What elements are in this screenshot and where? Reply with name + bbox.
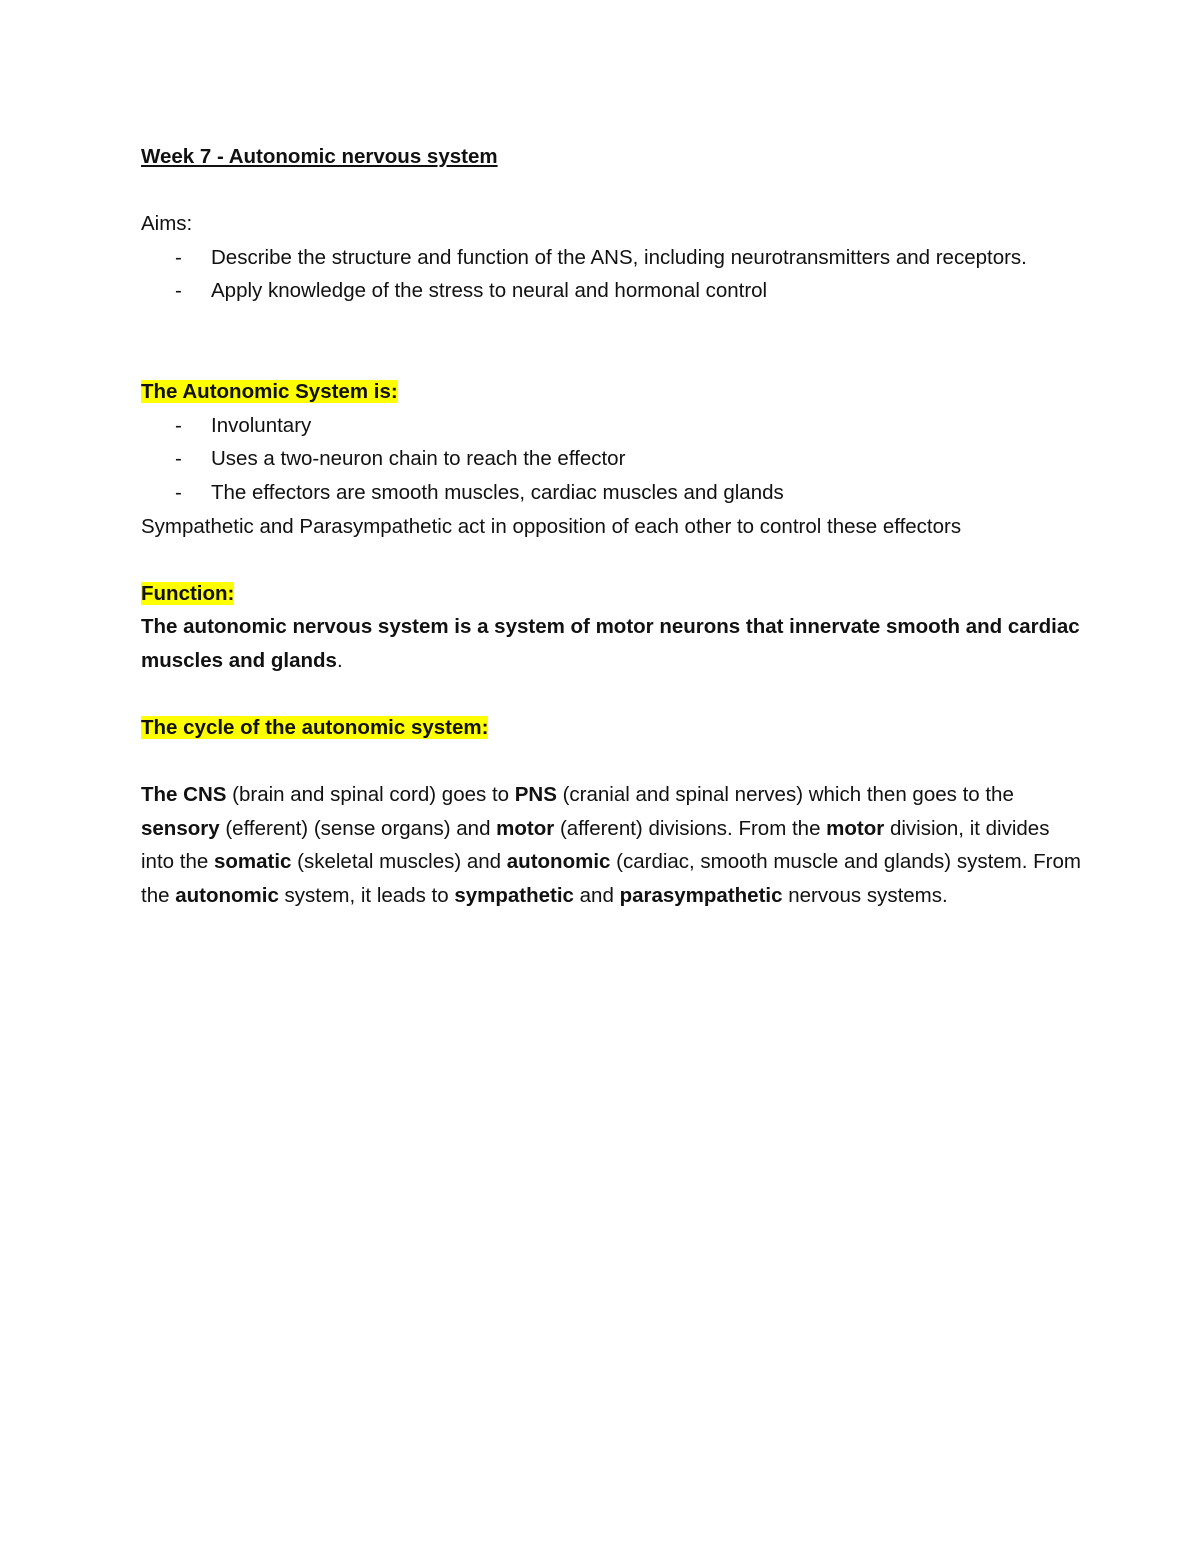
dash-marker: - — [175, 480, 182, 504]
autonomic-heading-text: The Autonomic System is: — [141, 380, 398, 404]
autonomic-item — [141, 409, 1081, 443]
function-heading — [141, 577, 1081, 611]
aims-item-text: Apply knowledge of the stress to neural and hormonal control — [211, 279, 768, 303]
cycle-text-run: (skeletal muscles) and — [291, 850, 507, 874]
cycle-bold-term: The CNS — [141, 783, 227, 807]
spacer — [141, 174, 1081, 208]
aims-item-text: Describe the structure and function of the ANS, including neurotransmitters and receptors. — [211, 245, 1027, 269]
cycle-text-run: nervous systems. — [782, 884, 948, 908]
autonomic-item-text: Involuntary — [211, 413, 312, 437]
spacer — [141, 543, 1081, 577]
autonomic-list — [141, 409, 1081, 510]
cycle-paragraph — [141, 778, 1081, 912]
document-title — [141, 140, 1081, 174]
cycle-bold-term: autonomic — [175, 884, 279, 908]
aims-label: Aims: — [141, 212, 193, 236]
cycle-bold-term: autonomic — [506, 850, 611, 874]
cycle-text-run: (efferent) (sense organs) and — [219, 816, 497, 840]
function-sentence: The autonomic nervous system is a system of motor neurons that innervate smooth and cardiac muscles and glands — [141, 615, 1080, 672]
aims-item — [141, 241, 1081, 275]
spacer — [141, 308, 1081, 375]
autonomic-heading — [141, 375, 1081, 409]
autonomic-item — [141, 442, 1081, 476]
dash-marker: - — [175, 245, 182, 269]
cycle-heading — [141, 711, 1081, 745]
function-text — [141, 610, 1081, 677]
spacer — [141, 678, 1081, 712]
cycle-text-run: division, it divides into the — [141, 816, 1050, 874]
cycle-bold-term: sympathetic — [454, 884, 574, 908]
aims-list — [141, 241, 1081, 308]
cycle-text-run: system, it leads to — [278, 884, 455, 908]
cycle-text-run: (afferent) divisions. From the — [554, 816, 827, 840]
autonomic-item-text: Uses a two-neuron chain to reach the effector — [211, 447, 626, 471]
autonomic-item-text: The effectors are smooth muscles, cardiac muscles and glands — [211, 480, 784, 504]
cycle-bold-term: parasympathetic — [619, 884, 783, 908]
cycle-text-run: (brain and spinal cord) goes to — [226, 783, 515, 807]
cycle-bold-term: somatic — [213, 850, 292, 874]
function-heading-text: Function: — [141, 581, 235, 605]
cycle-heading-text: The cycle of the autonomic system: — [141, 716, 489, 740]
dash-marker: - — [175, 279, 182, 303]
spacer — [141, 745, 1081, 779]
autonomic-note: Sympathetic and Parasympathetic act in opposition of each other to control these effectors — [141, 514, 962, 538]
autonomic-item — [141, 476, 1081, 510]
cycle-text-run: and — [573, 884, 620, 908]
cycle-bold-term: motor — [496, 816, 555, 840]
dash-marker: - — [175, 413, 182, 437]
cycle-text-run: (cranial and spinal nerves) which then goes to the — [556, 783, 1014, 807]
title-text: Week 7 - Autonomic nervous system — [141, 145, 498, 168]
aims-item — [141, 274, 1081, 308]
cycle-bold-term: motor — [826, 816, 885, 840]
cycle-text-run: (cardiac, smooth muscle and glands) system. From the — [141, 850, 1081, 908]
cycle-bold-term: PNS — [514, 783, 557, 807]
function-period: . — [336, 648, 343, 672]
dash-marker: - — [175, 447, 182, 471]
cycle-bold-term: sensory — [141, 816, 220, 840]
document-page — [141, 140, 1081, 913]
